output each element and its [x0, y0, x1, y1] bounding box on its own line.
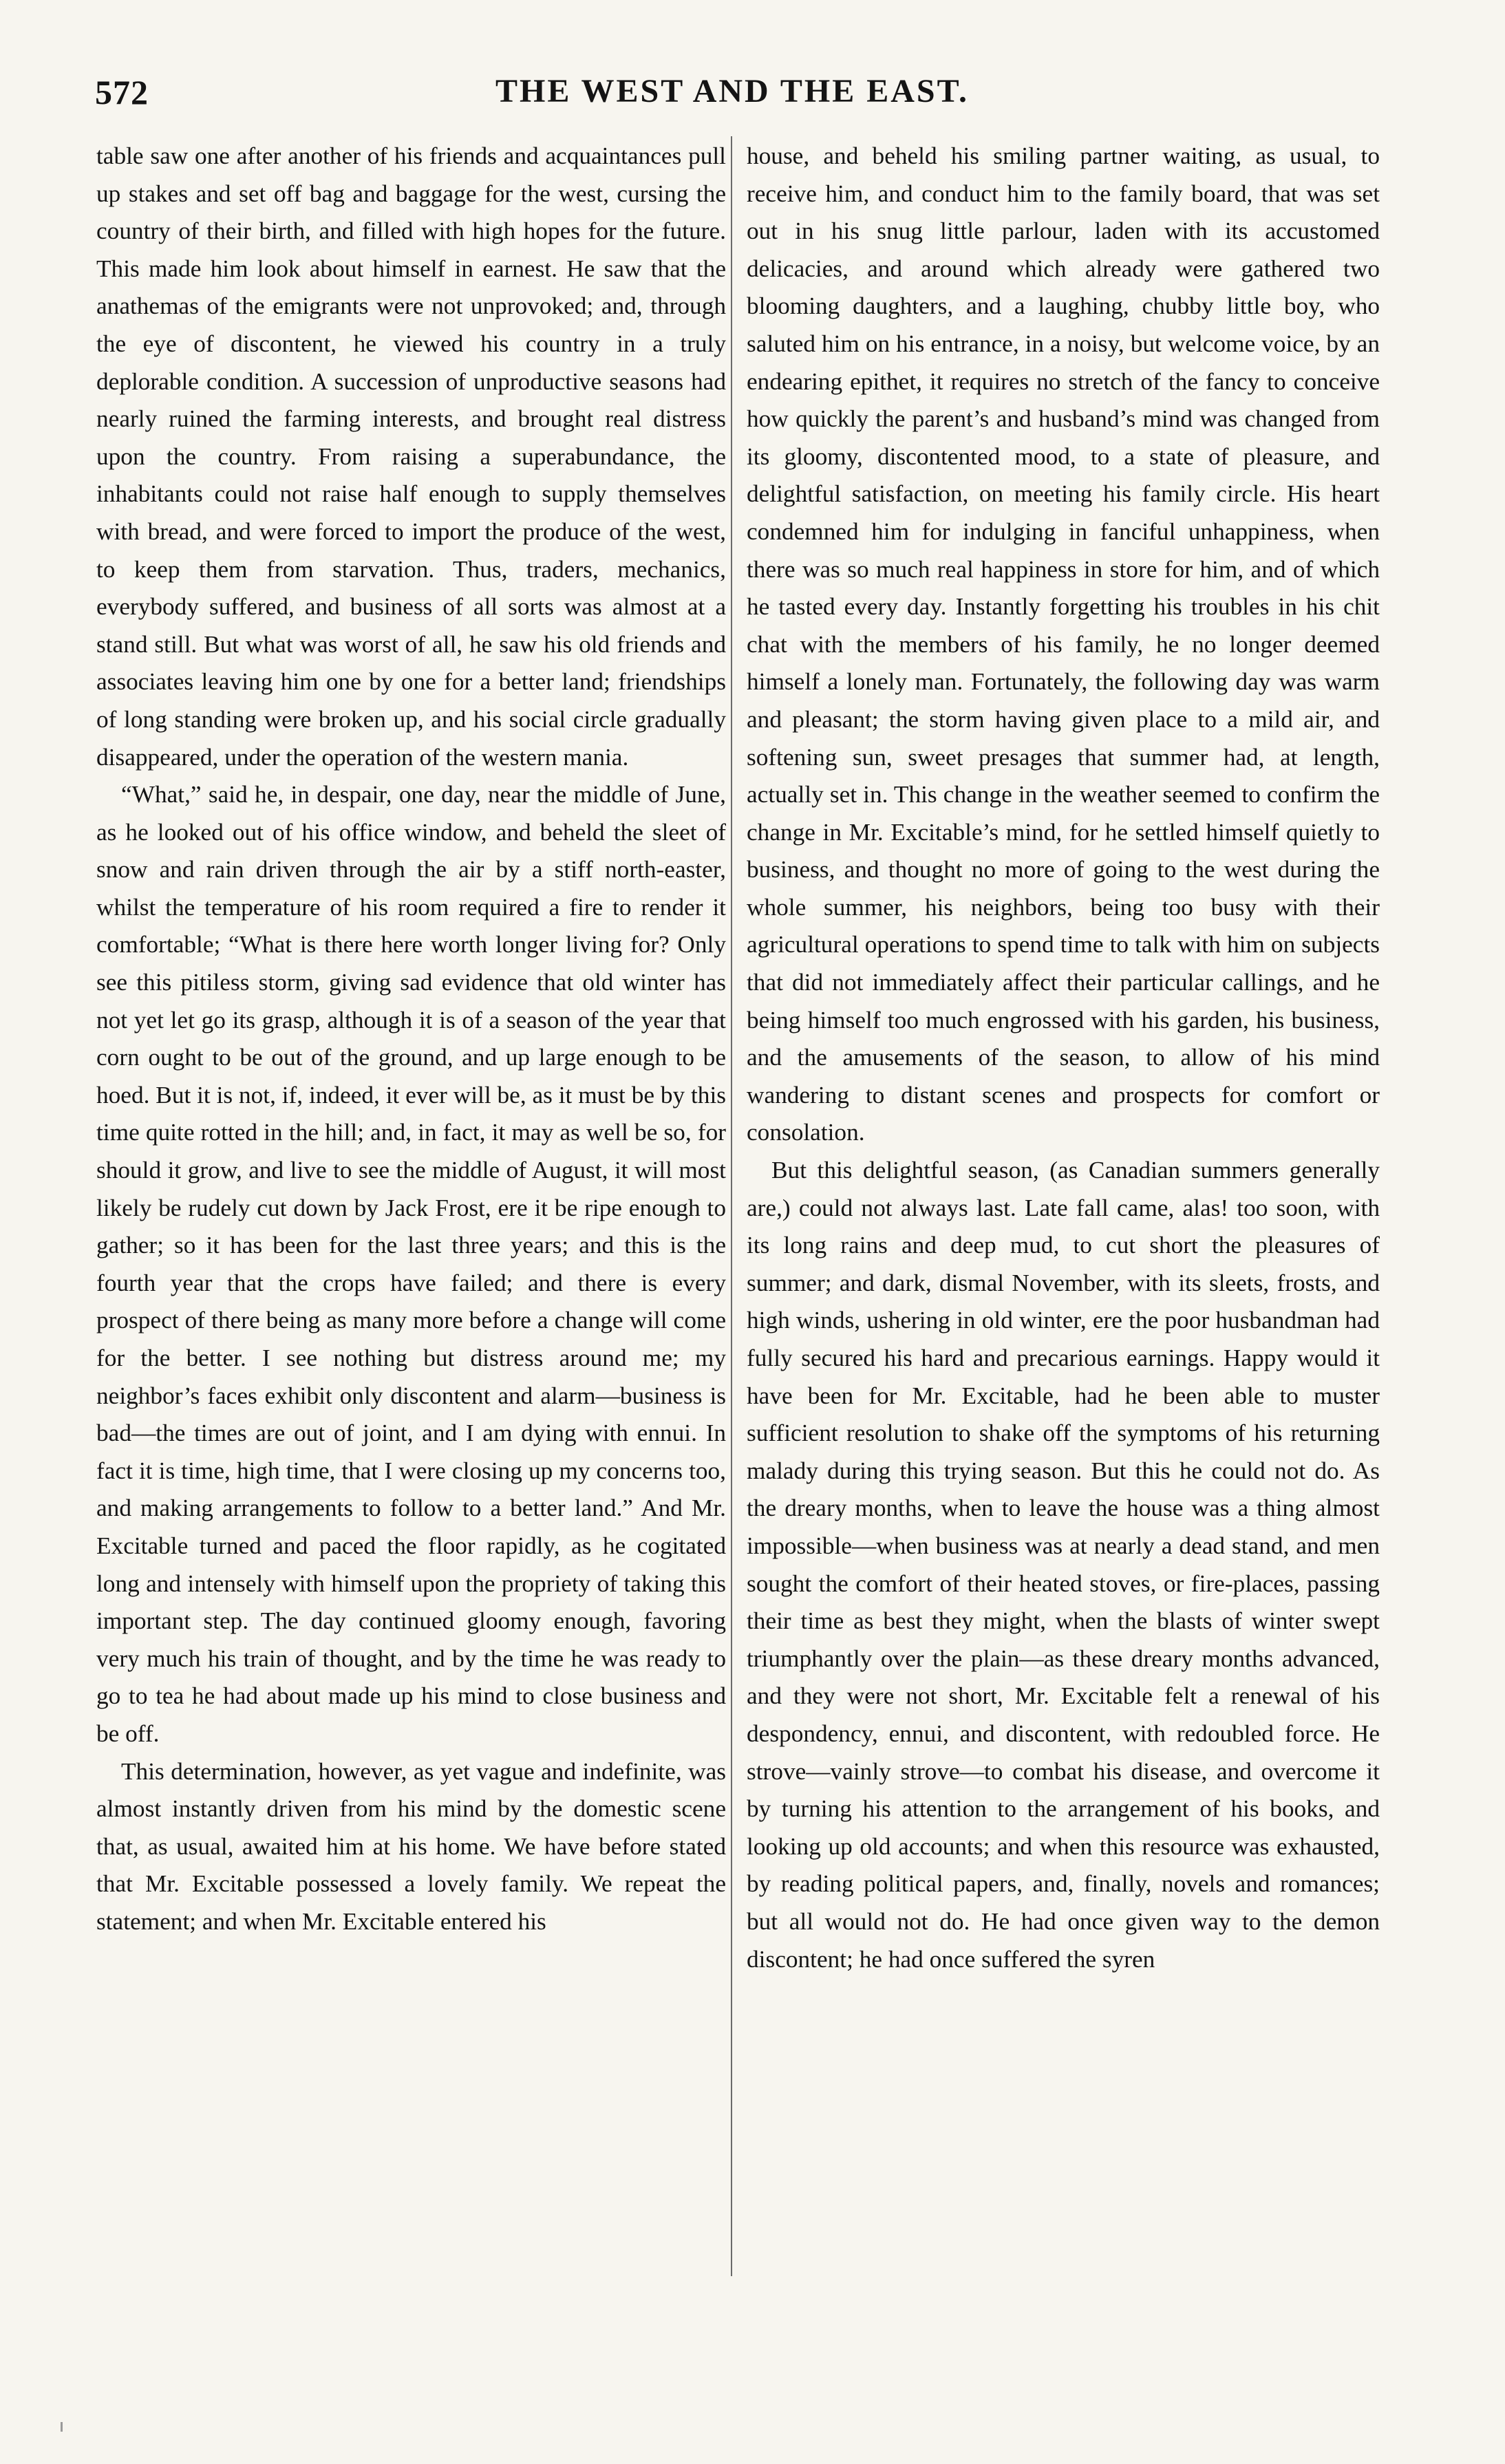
- page-number: 572: [95, 73, 149, 111]
- margin-mark: [61, 2422, 63, 2432]
- page-header: [0, 72, 1505, 127]
- running-title: THE WEST AND THE EAST.: [495, 73, 970, 109]
- column-divider: [731, 136, 732, 2276]
- paragraph: table saw one after another of his friends and acquaintances pull up stakes and set off bag and baggage for the west, cursing the country of their birth, and filled with high hopes for the future. This made him look about himself in earnest. He saw that the anathemas of the emigrants were not unprovoked; and, through the eye of discontent, he viewed his country in a truly deplorable condition. A succession of unproductive seasons had nearly ruined the farming interests, and brought real distress upon the country. From raising a superabundance, the inhabitants could not raise half enough to supply themselves with bread, and were forced to import the produce of the west, to keep them from starvation. Thus, traders, mechanics, everybody suffered, and business of all sorts was almost at a stand still. But what was worst of all, he saw his old friends and associates leaving him one by one for a better land; friendships of long standing were broken up, and his social circle gradually disappeared, under the operation of the western mania.: [96, 142, 726, 771]
- paragraph: house, and beheld his smiling partner waiting, as usual, to receive him, and conduct him to the family board, that was set out in his snug little parlour, laden with its accustomed delicacies, and around which already were gathered two blooming daughters, and a laughing, chubby little boy, who saluted him on his entrance, in a noisy, but welcome voice, by an endearing epithet, it requires no stretch of the fancy to conceive how quickly the parent’s and husband’s mind was changed from its gloomy, discontented mood, to a state of pleasure, and delightful satisfaction, on meeting his family circle. His heart condemned him for indulging in fanciful unhappiness, when there was so much real happiness in store for him, and of which he tasted every day. Instantly forgetting his troubles in his chit chat with the members of his family, he no longer deemed himself a lonely man. Fortunately, the following day was warm and pleasant; the storm having given place to a mild air, and softening sun, sweet presages that summer had, at length, actually set in. This change in the weather seemed to confirm the change in Mr. Excitable’s mind, for he settled himself quietly to business, and thought no more of going to the west during the whole summer, his neighbors, being too busy with their agricultural operations to spend time to talk with him on subjects that did not immediately affect their particular callings, and he being himself too much engrossed with his garden, his business, and the amusements of the season, to allow of his mind wandering to distant scenes and prospects for comfort or consolation.: [747, 142, 1380, 1146]
- paragraph: This determination, however, as yet vague and indefinite, was almost instantly driven from his mind by the domestic scene that, as usual, awaited him at his home. We have before stated that Mr. Excitable possessed a lovely family. We repeat the statement; and when Mr. Excitable entered his: [96, 1757, 726, 1935]
- paragraph: “What,” said he, in despair, one day, near the middle of June, as he looked out of his office window, and beheld the sleet of snow and rain driven through the air by a stiff north-easter, whilst the temperature of his room required a fire to render it comfortable; “What is there here worth longer living for? Only see this pitiless storm, giving sad evidence that old winter has not yet let go its grasp, although it is of a season of the year that corn ought to be out of the ground, and up large enough to be hoed. But it is not, if, indeed, it ever will be, as it must be by this time quite rotted in the hill; and, in fact, it may as well be so, for should it grow, and live to see the middle of August, it will most likely be rudely cut down by Jack Frost, ere it be ripe enough to gather; so it has been for the last three years; and this is the fourth year that the crops have failed; and there is every prospect of there being as many more before a change will come for the better. I see nothing but distress around me; my neighbor’s faces exhibit only discontent and alarm—business is bad—the times are out of joint, and I am dying with ennui. In fact it is time, high time, that I were closing up my concerns too, and making arrangements to follow to a better land.” And Mr. Excitable turned and paced the floor rapidly, as he cogitated long and intensely with himself upon the propriety of taking this important step. The day continued gloomy enough, favoring very much his train of thought, and by the time he was ready to go to tea he had about made up his mind to close business and be off.: [96, 781, 726, 1747]
- right-column: [747, 138, 1380, 1978]
- paragraph: But this delightful season, (as Canadian summers generally are,) could not always last. Late fall came, alas! too soon, with its long rains and deep mud, to cut short the pleasures of summer; and dark, dismal November, with its sleets, frosts, and high winds, ushering in old winter, ere the poor husbandman had fully secured his hard and precarious earnings. Happy would it have been for Mr. Excitable, had he been able to muster sufficient resolution to shake off the symptoms of his returning malady during this trying season. But this he could not do. As the dreary months, when to leave the house was a thing almost impossible—when business was at nearly a dead stand, and men sought the comfort of their heated stoves, or fire-places, passing their time as best they might, when the blasts of winter swept triumphantly over the plain—as these dreary months advanced, and they were not short, Mr. Excitable felt a renewal of his despondency, ennui, and discontent, with redoubled force. He strove—vainly strove—to combat his disease, and overcome it by turning his attention to the arrangement of his books, and looking up old accounts; and when this resource was exhausted, by reading political papers, and, finally, novels and romances; but all would not do. He had once given way to the demon discontent; he had once suffered the syren: [747, 1157, 1380, 1973]
- left-column: [96, 138, 726, 1941]
